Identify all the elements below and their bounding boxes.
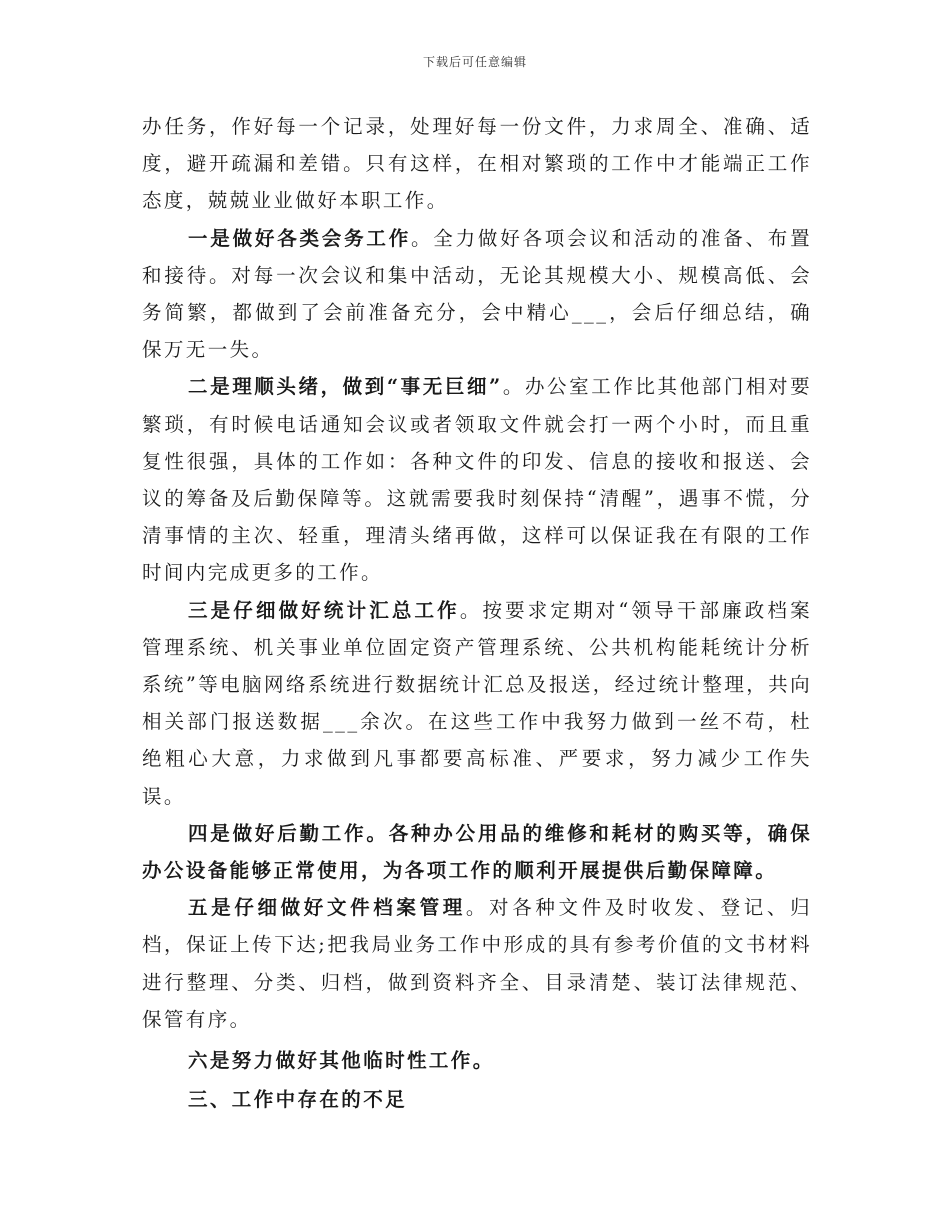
paragraph-item-4 bbox=[142, 815, 812, 889]
page-header: 下载后可任意编辑 bbox=[422, 55, 527, 69]
paragraph-item-1 bbox=[142, 220, 812, 369]
paragraph-text: 办任务，作好每一个记录，处理好每一份文件，力求周全、准确、适度，避开疏漏和差错。只有这样，在相对繁琐的工作中才能端正工作态度，兢兢业业做好本职工作。 bbox=[142, 115, 812, 213]
paragraph-lead: 四是做好后勤工作。各种办公用品的维修和耗材的购买等，确保办公设备能够正常使用，为各项工作的顺利开展提供后勤保障障。 bbox=[142, 821, 812, 883]
paragraph-lead: 六是努力做好其他临时性工作。 bbox=[188, 1049, 495, 1073]
paragraph-text: 。办公室工作比其他部门相对要繁琐，有时候电话通知会议或者领取文件就会打一两个小时，而且重复性很强，具体的工作如：各种文件的印发、信息的接收和报送、会议的筹备及后勤保障等。这就需要我时刻保持“清醒”，遇事不慌，分清事情的主次、轻重，理清头绪再做，这样可以保证我在有限的工作时间内完成更多的工作。 bbox=[142, 375, 812, 585]
paragraph-item-5 bbox=[142, 889, 812, 1038]
paragraph-intro bbox=[142, 108, 812, 220]
paragraph-text: 。全力做好各项会议和活动的准备、布置和接待。对每一次会议和集中活动，无论其规模大小、规模高低、会务简繁，都做到了会前准备充分，会中精心___，会后仔细总结，确保万无一失。 bbox=[142, 226, 812, 362]
paragraph-text: 。对各种文件及时收发、登记、归档，保证上传下达;把我局业务工作中形成的具有参考价值的文书材料进行整理、分类、归档，做到资料齐全、目录清楚、装订法律规范、保管有序。 bbox=[142, 896, 812, 1031]
paragraph-lead: 五是仔细做好文件档案管理 bbox=[188, 896, 466, 920]
paragraph-item-3 bbox=[142, 592, 812, 815]
paragraph-lead: 二是理顺头绪，做到“事无巨细” bbox=[188, 375, 503, 399]
paragraph-lead: 一是做好各类会务工作 bbox=[188, 226, 411, 250]
document-body bbox=[142, 108, 812, 1118]
paragraph-lead: 三是仔细做好统计汇总工作 bbox=[188, 598, 460, 622]
paragraph-item-6 bbox=[142, 1042, 812, 1079]
paragraph-item-2 bbox=[142, 368, 812, 591]
section-heading: 三、工作中存在的不足 bbox=[188, 1088, 408, 1112]
paragraph-text: 。按要求定期对“领导干部廉政档案管理系统、机关事业单位固定资产管理系统、公共机构能耗统计分析系统”等电脑网络系统进行数据统计汇总及报送，经过统计整理，共向相关部门报送数据___余次。在这些工作中我努力做到一丝不苟，杜绝粗心大意，力求做到凡事都要高标准、严要求，努力减少工作失误。 bbox=[142, 598, 812, 808]
